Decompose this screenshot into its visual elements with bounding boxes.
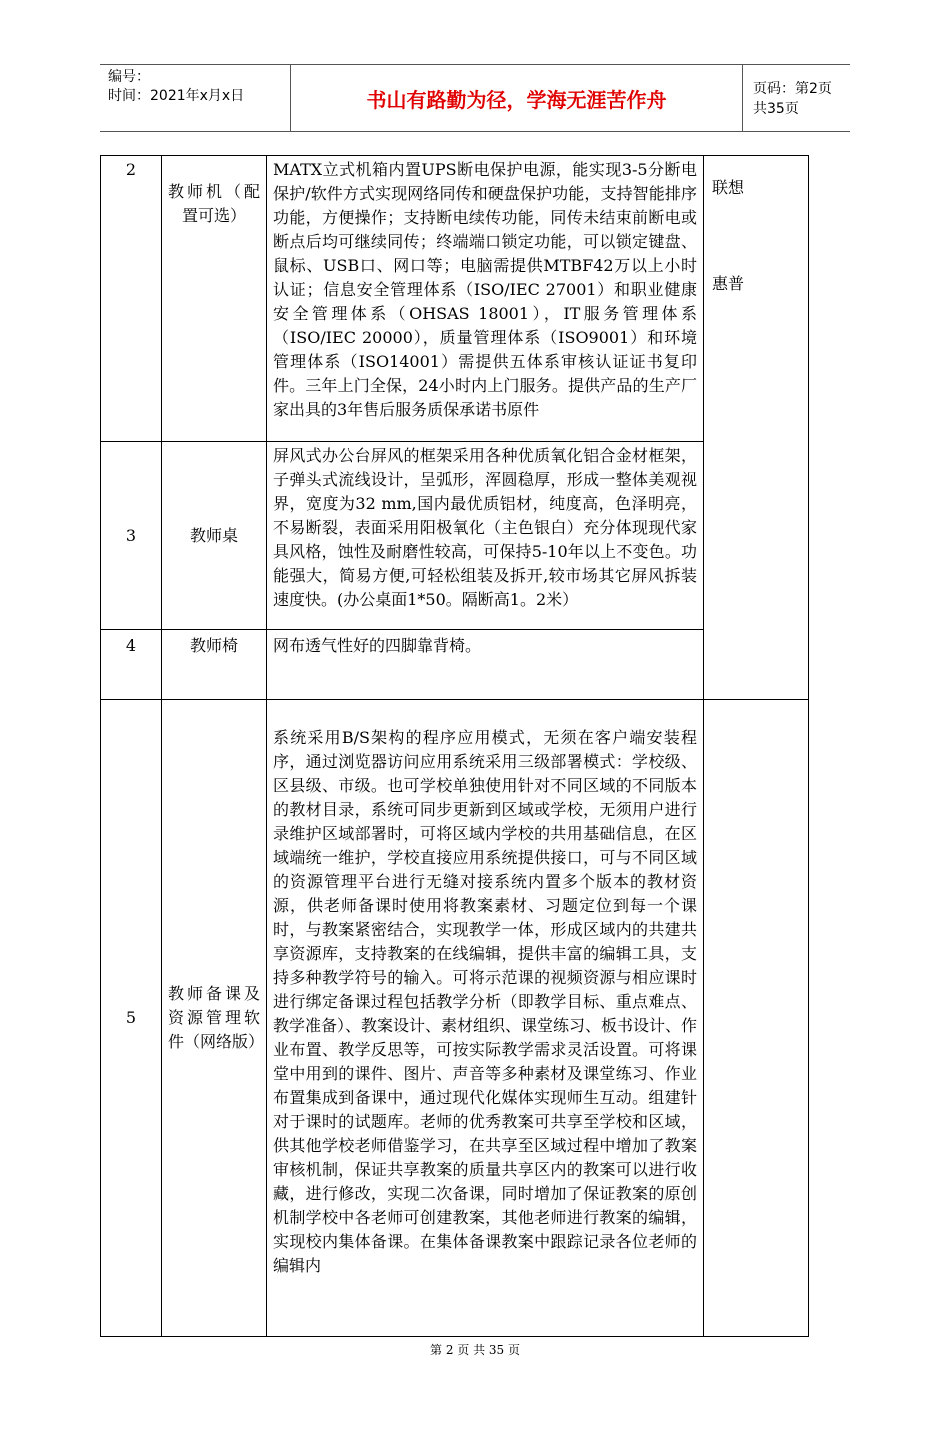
page-footer: 第 2 页 共 35 页 xyxy=(430,1343,520,1357)
header-motto: 书山有路勤为径，学海无涯苦作舟 xyxy=(290,65,743,131)
row-brands xyxy=(704,156,809,700)
number-label: 编号： xyxy=(108,69,150,85)
row-number: 5 xyxy=(101,700,162,1337)
row-name: 教师机（配置可选） xyxy=(162,156,267,442)
row-description: 系统采用B/S架构的程序应用模式，无须在客户端安装程序，通过浏览器访问应用系统采用三级部署模式：学校级、区县级、市级。也可学校单独使用针对不同区域的不同版本的教材目录，系统可同步更新到区域或学校，无须用户进行录维护区域部署时，可将区域内学校的共用基础信息，在区域端统一维护，学校直接应用系统提供接口，可与不同区域的资源管理平台进行无缝对接系统内置多个版本的教材资源，供老师备课时使用将教案素材、习题定位到每一个课时，与教案紧密结合，实现教学一体，形成区域内的共建共享资源库，支持教案的在线编辑，提供丰富的编辑工具，支持多种教学符号的输入。可将示范课的视频资源与相应课时进行绑定备课过程包括教学分析（即教学目标、重点难点、教学准备）、教案设计、素材组织、课堂练习、板书设计、作业布置、教学反思等，可按实际教学需求灵活设置。可将课堂中用到的课件、图片、声音等多种素材及课堂练习、作业布置集成到备课中，通过现代化媒体实现师生互动。组建针对于课时的试题库。老师的优秀教案可共享至学校和区域，供其他学校老师借鉴学习，在共享至区域过程中增加了教案审核机制，保证共享教案的质量共享区内的教案可以进行收藏，进行修改，实现二次备课，同时增加了保证教案的原创机制学校中各老师可创建教案，其他老师进行教案的编辑，实现校内集体备课。在集体备课教案中跟踪记录各位老师的编辑内 xyxy=(267,700,704,1337)
row-number: 2 xyxy=(101,156,162,442)
table-row xyxy=(101,700,809,1337)
page-header xyxy=(100,64,850,132)
header-meta xyxy=(100,65,290,131)
row-number: 3 xyxy=(101,442,162,630)
row-name: 教师桌 xyxy=(162,442,267,630)
spec-table xyxy=(100,155,809,1337)
table-row xyxy=(101,442,809,630)
row-name: 教师椅 xyxy=(162,630,267,700)
row-name: 教师备课及资源管理软件（网络版） xyxy=(162,700,267,1337)
row-number: 4 xyxy=(101,630,162,700)
brand-lenovo: 联想 xyxy=(712,178,745,197)
row-description: 屏风式办公台屏风的框架采用各种优质氧化铝合金材框架，子弹头式流线设计，呈弧形，浑圆稳厚，形成一整体美观视界，宽度为32 mm,国内最优质铝材，纯度高，色泽明亮，不易断裂，表面采用阳极氧化（主色银白）充分体现现代家具风格，蚀性及耐磨性较高，可保持5-10年以上不变色。功能强大，简易方便,可轻松组装及拆开,较市场其它屏风拆装速度快。(办公桌面1*50。隔断高1。2米） xyxy=(267,442,704,630)
table-row xyxy=(101,630,809,700)
header-page-info: 页码：第2页 共35页 xyxy=(753,81,832,117)
row-description: MATX立式机箱内置UPS断电保护电源，能实现3-5分断电保护/软件方式实现网络同传和硬盘保护功能，支持智能排序功能，方便操作；支持断电续传功能，同传未结束前断电或断点后均可继续同传；终端端口锁定功能，可以锁定键盘、鼠标、USB口、网口等；电脑需提供MTBF42万以上小时认证；信息安全管理体系（ISO/IEC 27001）和职业健康安全管理体系（OHSAS 18001），IT服务管理体系（ISO/IEC 20000），质量管理体系（ISO9001）和环境管理体系（ISO14001）需提供五体系审核认证证书复印件。三年上门全保，24小时内上门服务。提供产品的生产厂家出具的3年售后服务质保承诺书原件 xyxy=(267,156,704,442)
time-label: 时间：2021年x月x日 xyxy=(108,88,245,104)
row-description: 网布透气性好的四脚靠背椅。 xyxy=(267,630,704,700)
row-brands-empty xyxy=(704,700,809,1337)
table-row xyxy=(101,156,809,442)
brand-hp: 惠普 xyxy=(712,274,745,293)
